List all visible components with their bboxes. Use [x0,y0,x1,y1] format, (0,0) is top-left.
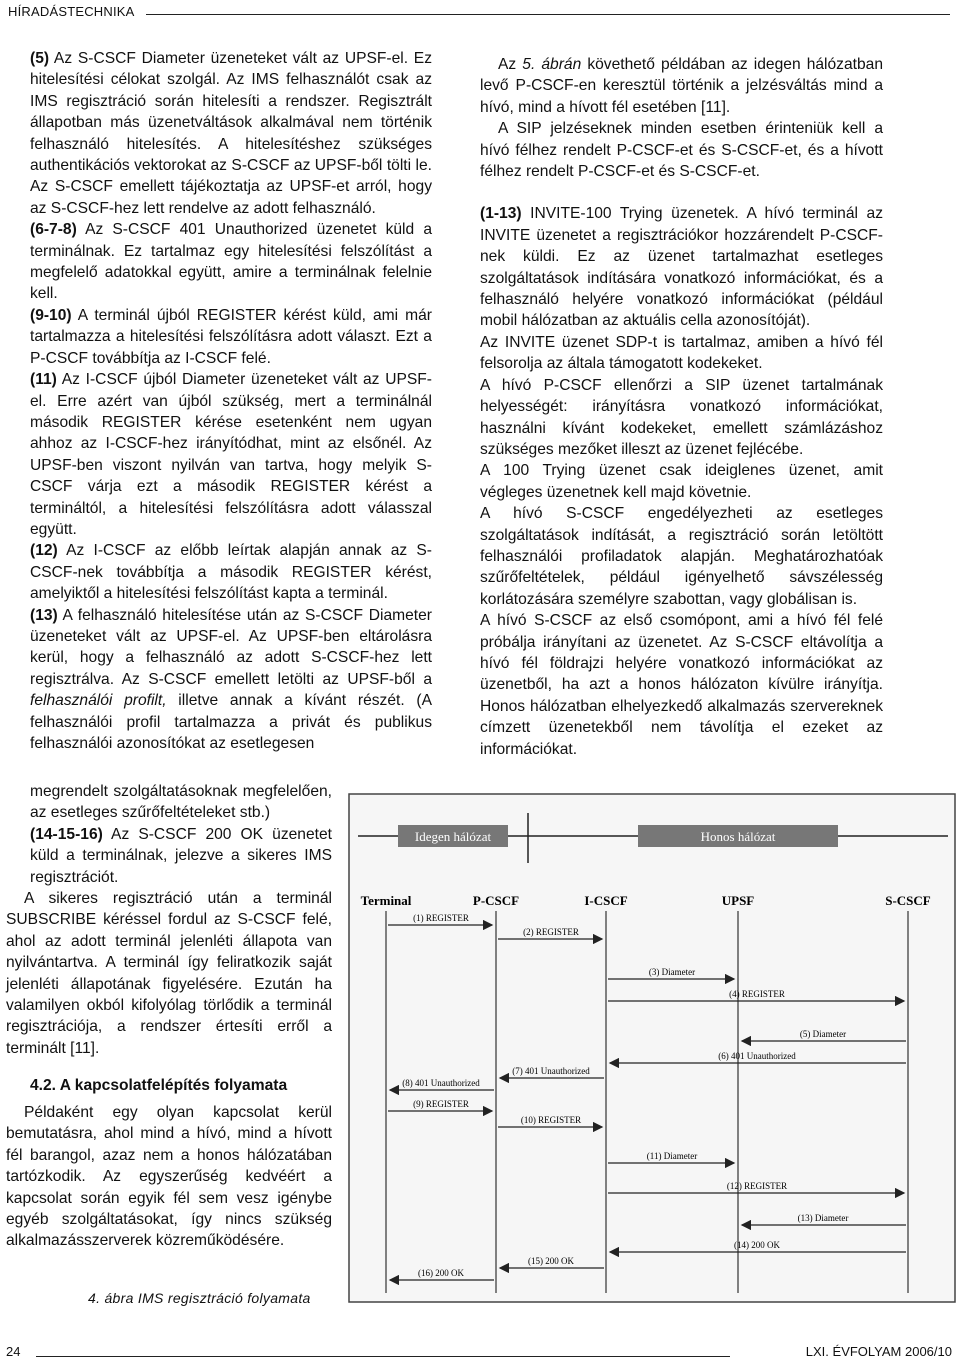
paragraph-step-13: (13) A felhasználó hitelesítése után az S-CSCF Diameter üzeneteket vált az UPSF-el. Az UPSF-ben eltárolásra kerül, hogy a felhasználó az adott S-CSCF-hez lett regisztrálva. Az S-CSCF emellett letölti az UPSF-ből a felhasználói profilt, illetve annak a kívánt részét. (A felhasználói profil tartalmazza a privát és publikus felhasználói azonosítókat az esetlegesen [30,606,433,752]
message-label: (1) REGISTER [413,913,469,923]
paragraph-step-6-7-8: (6-7-8) Az S-CSCF 401 Unauthorized üzenetet küld a terminálnak. Ez tartalmaz egy hitelesítési felszólítást a megfelelő adatokkal együtt, amire a terminálnak felelnie kell. [30,221,432,303]
region-home-label: Honos hálózat [700,829,776,844]
message-label: (14) 200 OK [734,1240,780,1250]
message-label: (6) 401 Unauthorized [718,1051,796,1061]
paragraph-step-9-10: (9-10) A terminál újból REGISTER kérést küld, ami már tartalmazza a hitelesítési felszólításra adott választ. Ezt a P-CSCF továbbítja az I-CSCF felé. [30,306,432,367]
paragraph-step-12: (12) Az I-CSCF az előbb leírtak alapján annak az S-CSCF-nek továbbítja a második REGISTER kérést, amelyiktől a hitelesítési felszólítást kapta a terminál. [30,542,432,603]
message-label: (10) REGISTER [520,1115,582,1125]
message-label: (13) Diameter [797,1213,849,1223]
left-column-subscribe [6,888,332,1059]
paragraph-step-5: (5) Az S-CSCF Diameter üzeneteket vált az UPSF-el. Ez hitelesítési célokat szolgál. Az IMS felhasználót csak az IMS regisztráció során hitelesíti a rendszer. Regisztrált állapotban más üzenetváltások alkalmával nem történik felhasználó hitelesítés. A hitelesítéshez szükséges authentikációs vektorokat az S-CSCF az UPSF-ből tölti le. Az S-CSCF emellett tájékoztatja az UPSF-et arról, hogy az S-CSCF-hez lett rendelve az adott felhasználó. [30,50,432,217]
page-number: 24 [6,1344,21,1359]
paragraph-s-cscf-services: A hívó S-CSCF engedélyezheti az esetleges szolgáltatások indítását, a regisztráció során letöltött felhasználói profiladatok alapján. Meghatározhatóak szűrőfeltételek, például igényelhető sávszélesség korlátozására személyre szabottan, vagy globálisan is. [480,505,883,608]
paragraph-step-11: (11) Az I-CSCF újból Diameter üzeneteket vált az UPSF-el. Erre azért van újból szükség, mert a terminálnál második REGISTER kérése esetenként nem ugyan ahhoz az I-CSCF-hez irányítódhat, mint az elsőnél. Az UPSF-ben viszont nyilván van tartva, hogy melyik S-CSCF várja ezt a második REGISTER kérést a termináltól, a hitelesítési felszólításra adott válasszal együtt. [30,371,432,538]
sequence-diagram-svg [348,793,956,1303]
page-footer [0,1332,960,1362]
journal-title: HÍRADÁSTECHNIKA [8,4,135,19]
paragraph-100-trying: A 100 Trying üzenet csak ideiglenes üzenet, amit végleges üzenetnek kell majd követnie. [480,462,883,501]
message-label: (2) REGISTER [523,927,579,937]
paragraph-s-cscf-routing: A hívó S-CSCF az első csomópont, ami a hívó fél felé próbálja irányítani az üzenetet. Az S-CSCF eltávolítja a hívó fél földrajzi helyére vonatkozó információkat az üzenetből, ha azt a honos hálózaton kívülre irányítja. Honos hálózatban elhelyezkedő alkalmazás szervereknek címzett üzenetekből nem távolítja el ezeket az információkat. [480,612,883,758]
header-rule [146,14,950,15]
volume-label: LXI. ÉVFOLYAM 2006/10 [805,1344,952,1359]
section-title: 4.2. A kapcsolatfelépítés folyamata [30,1077,288,1094]
message-label: (16) 200 OK [418,1268,464,1278]
entity-label-upsf: UPSF [721,893,755,908]
message-label: (5) Diameter [799,1029,847,1039]
page-header [0,0,960,24]
entity-label-p-cscf: P-CSCF [472,893,520,908]
diagram-border [349,794,955,1302]
entity-label-terminal: Terminal [360,893,412,908]
footer-rule [36,1356,730,1357]
left-column-example [6,1102,332,1252]
message-label: (12) REGISTER [726,1181,788,1191]
entity-label-i-cscf: I-CSCF [584,893,628,908]
message-label: (3) Diameter [648,967,696,977]
figure-caption: 4. ábra IMS regisztráció folyamata [88,1290,311,1306]
message-label: (7) 401 Unauthorized [512,1066,590,1076]
entity-label-s-cscf: S-CSCF [885,893,931,908]
left-column-narrow [30,781,332,888]
left-column-top [30,48,432,754]
message-label: (9) REGISTER [413,1099,469,1109]
ims-registration-diagram [348,793,956,1303]
paragraph-intro-1: Az 5. ábrán követhető példában az idegen hálózatban levő P-CSCF-en keresztül történik a jelzésváltás mind a hívó, mind a hívott fél esetében [11]. [480,56,883,116]
region-foreign-label: Idegen hálózat [414,829,492,844]
paragraph-example: Példaként egy olyan kapcsolat kerül bemutatásra, ahol mind a hívó, mind a hívott fél barangol, azaz nem a honos hálózatában tartózkodik. Az egyszerűség kedvéért a kapcsolat során egyik fél sem vesz igénybe egyéb szolgáltatásokat, így nincs szükség alkalmazásszerverek közreműködésére. [6,1104,332,1250]
paragraph-intro-2: A SIP jelzéseknek minden esetben érinteniük kell a hívó félhez rendelt P-CSCF-et és S-CSCF-et, és a hívott félhez rendelt P-CSCF-et és S-CSCF-et. [480,120,883,181]
message-label: (15) 200 OK [528,1256,574,1266]
paragraph-p-cscf-check: A hívó P-CSCF ellenőrzi a SIP üzenet tartalmának helyességét: irányításra vonatkozó információkat, használni kívánt kodekeket, emellett számlázáshoz szükséges mezőket illeszt az üzenet fejlécébe. [480,376,883,458]
paragraph-step-1-13: (1-13) INVITE-100 Trying üzenetek. A hívó terminál az INVITE üzenetet a regisztrációkor hozzárendelt P-CSCF-nek küldi. Ez az üzenet tartalmazhat esetleges szolgáltatások indítására vonatkozó információkat, és a felhasználó helyére vonatkozó információkat (például mobil hálózatban az aktuális cella azonosítóját). [480,205,883,330]
message-label: (4) REGISTER [729,989,785,999]
right-column [480,54,883,760]
paragraph-subscribe: A sikeres regisztráció után a terminál SUBSCRIBE kéréssel fordul az S-CSCF felé, ahol az adott terminál jelenléti állapota van nyilvántartva. A terminál így feliratkozik saját jelenléti állapotának figyelésére. Ezután ha valamilyen okból kifolyólag törlődik a terminál regisztrációja, a rendszer értesíti erről a terminált [11]. [6,890,332,1057]
paragraph-sdp: Az INVITE üzenet SDP-t is tartalmaz, amiben a hívó fél felsorolja az általa támogatott kodekeket. [480,333,883,373]
message-label: (8) 401 Unauthorized [402,1078,480,1088]
paragraph-step-13-continued: megrendelt szolgáltatásoknak megfelelően, az esetleges szűrőfeltételeket stb.) [30,783,332,822]
message-label: (11) Diameter [646,1151,698,1161]
paragraph-step-14-15-16: (14-15-16) Az S-CSCF 200 OK üzenetet küld a terminálnak, jelezve a sikeres IMS regisztrációt. [30,825,332,886]
